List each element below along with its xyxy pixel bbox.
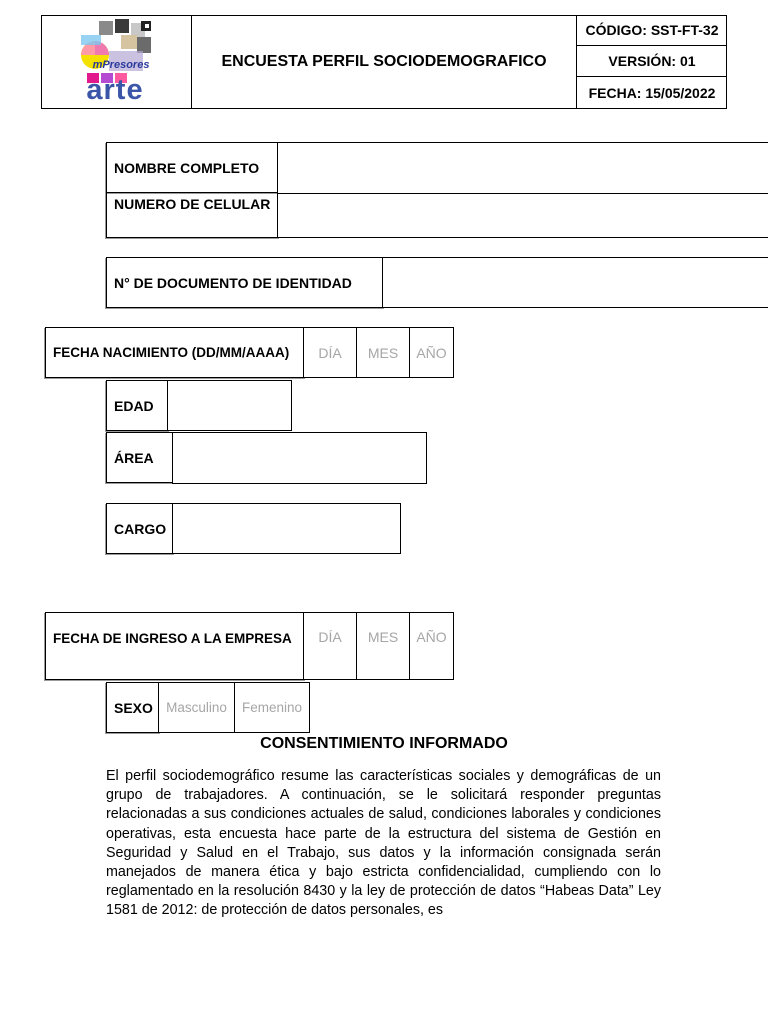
celular-label: NUMERO DE CELULAR <box>114 196 271 212</box>
ingreso-dia-input[interactable]: DÍA <box>303 612 357 680</box>
logo-text-bottom: arte <box>86 74 144 106</box>
documento-label: N° DE DOCUMENTO DE IDENTIDAD <box>106 257 383 308</box>
document-title: ENCUESTA PERFIL SOCIODEMOGRAFICO <box>221 53 547 70</box>
edad-label: EDAD <box>106 380 168 431</box>
sexo-masculino-option[interactable]: Masculino <box>158 682 235 733</box>
nacimiento-mes-input[interactable]: MES <box>356 327 410 378</box>
nacimiento-dia-input[interactable]: DÍA <box>303 327 357 378</box>
document-meta <box>576 15 727 109</box>
area-label: ÁREA <box>106 432 173 483</box>
document-code: CÓDIGO: SST-FT-32 <box>577 15 727 46</box>
name-phone-block <box>106 142 768 238</box>
ingreso-mes-input[interactable]: MES <box>356 612 410 680</box>
ingreso-label-cell <box>45 612 304 680</box>
nombre-input[interactable] <box>277 142 768 194</box>
area-input[interactable] <box>172 432 427 484</box>
nacimiento-label: FECHA NACIMIENTO (DD/MM/AAAA) <box>45 327 304 378</box>
edad-input[interactable] <box>167 380 292 431</box>
logo-text-top: mPresores <box>92 59 150 71</box>
cargo-label: CARGO <box>106 503 173 554</box>
documento-input[interactable] <box>382 257 768 308</box>
logo-cell <box>41 15 192 109</box>
ingreso-anio-input[interactable]: AÑO <box>409 612 454 680</box>
consent-body: El perfil sociodemográfico resume las características sociales y demográficas de un grupo de trabajadores. A continuación, se le solicitará responder preguntas relacionadas a sus condiciones actuales de salud, condiciones laborales y condiciones operativas, esta encuesta hace parte de la estructura del sistema de Gestión en Seguridad y Salud en el Trabajo, sus datos y la información consignada serán manejados de manera ética y bajo estricta confidencialidad, cumpliendo con lo reglamentado en la resolución 8430 y la ley de protección de datos “Habeas Data” Ley 1581 de 2012: de protección de datos personales, es <box>106 768 661 919</box>
sexo-femenino-option[interactable]: Femenino <box>234 682 310 733</box>
document-date: FECHA: 15/05/2022 <box>588 85 716 101</box>
cargo-input[interactable] <box>172 503 401 554</box>
celular-input[interactable] <box>277 193 768 238</box>
celular-label-cell <box>106 192 278 238</box>
ingreso-label: FECHA DE INGRESO A LA EMPRESA <box>53 631 292 646</box>
document-version: VERSIÓN: 01 <box>577 46 727 77</box>
nacimiento-anio-input[interactable]: AÑO <box>409 327 454 378</box>
nombre-label: NOMBRE COMPLETO <box>106 142 278 193</box>
sexo-label: SEXO <box>106 682 159 733</box>
consent-title: CONSENTIMIENTO INFORMADO <box>260 735 508 752</box>
